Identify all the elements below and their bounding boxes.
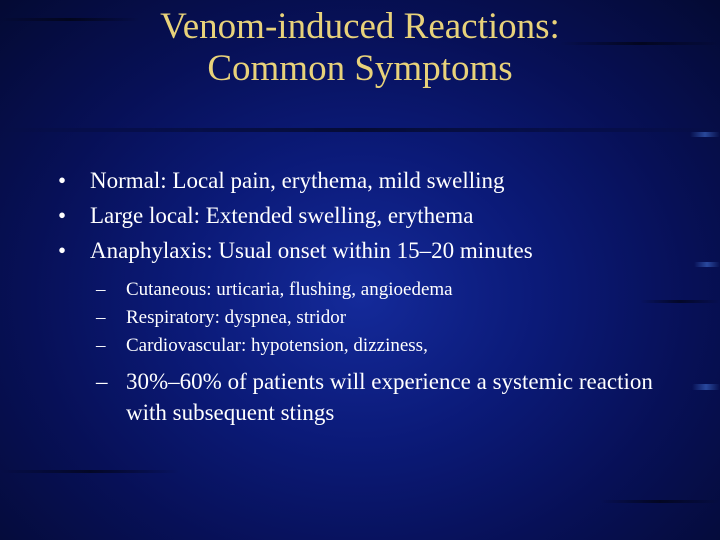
extra-bullet-item bbox=[96, 366, 676, 428]
decorative-streak bbox=[600, 500, 720, 503]
bullet-text: Anaphylaxis: Usual onset within 15–20 minutes bbox=[90, 238, 533, 263]
sub-bullet-marker: – bbox=[96, 335, 106, 356]
decorative-streak bbox=[690, 132, 720, 137]
sub-bullet-item bbox=[96, 276, 676, 304]
bullet-item bbox=[56, 233, 696, 268]
bullet-item bbox=[56, 163, 696, 198]
bullet-item bbox=[56, 198, 696, 233]
extra-bullet-marker: – bbox=[96, 369, 108, 394]
sub-bullet-marker: – bbox=[96, 307, 106, 328]
bullet-text: Large local: Extended swelling, erythema bbox=[90, 203, 474, 228]
bullet-marker: • bbox=[58, 168, 67, 193]
slide-title-line-1: Venom-induced Reactions: bbox=[160, 6, 560, 47]
sub-bullet-marker: – bbox=[96, 279, 106, 300]
slide-title bbox=[0, 6, 720, 90]
extra-bullet-text: 30%–60% of patients will experience a systemic reaction with subsequent stings bbox=[126, 369, 653, 425]
slide-title-line-2: Common Symptoms bbox=[207, 48, 513, 89]
bullet-text: Normal: Local pain, erythema, mild swelling bbox=[90, 168, 505, 193]
sub-bullet-item bbox=[96, 332, 676, 360]
sub-bullet-list bbox=[96, 276, 676, 360]
extra-bullet-list bbox=[96, 366, 676, 428]
decorative-streak bbox=[0, 470, 180, 473]
decorative-streak bbox=[694, 262, 720, 267]
bullet-marker: • bbox=[58, 203, 67, 228]
bullet-marker: • bbox=[58, 238, 67, 263]
decorative-streak bbox=[692, 384, 720, 390]
sub-bullet-text: Respiratory: dyspnea, stridor bbox=[126, 307, 347, 328]
sub-bullet-text: Cardiovascular: hypotension, dizziness, bbox=[126, 335, 428, 356]
sub-bullet-text: Cutaneous: urticaria, flushing, angioedema bbox=[126, 279, 453, 300]
sub-bullet-item bbox=[96, 304, 676, 332]
decorative-streak bbox=[0, 128, 720, 132]
bullet-list bbox=[56, 163, 696, 268]
